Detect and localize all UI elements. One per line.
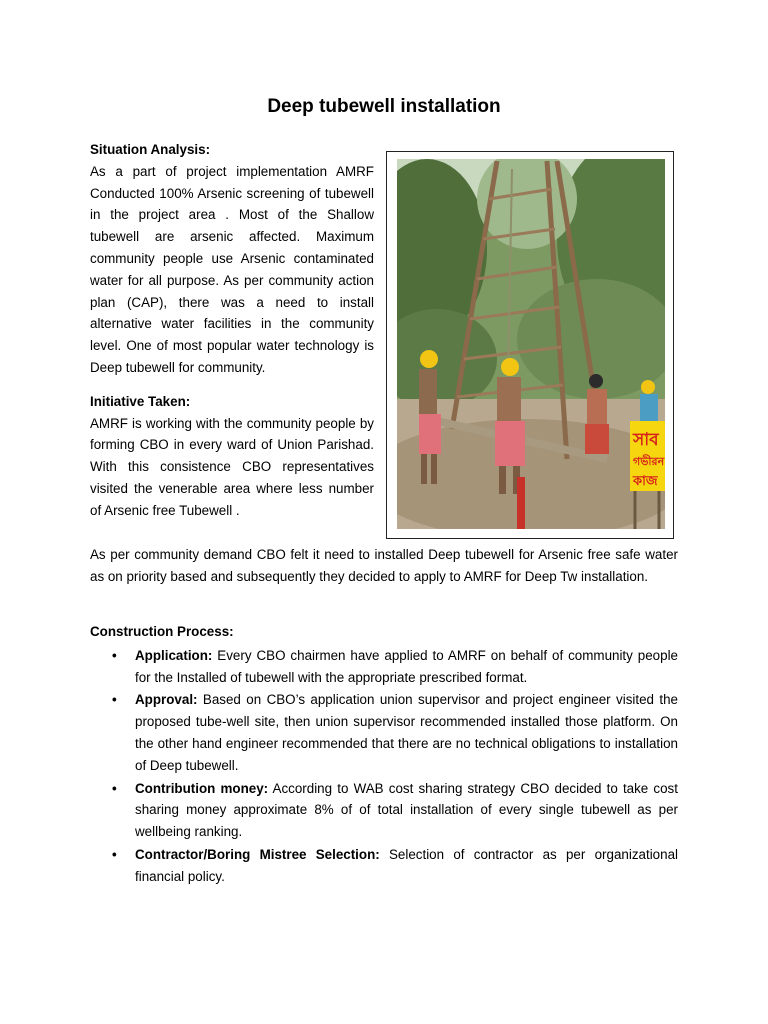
construction-list (90, 645, 678, 888)
list-item-text: Based on CBO’s application union supervisor and project engineer visited the proposed tube-well site, then union supervisor recommended installed those platform. On the other hand engineer recommended that there are no technical obligations to installation of Deep tubewell. (135, 692, 678, 773)
initiative-paragraph-continued: As per community demand CBO felt it need to installed Deep tubewell for Arsenic free safe water as on priority based and subsequently they decided to apply to AMRF for Deep Tw installation. (90, 547, 678, 584)
page-title: Deep tubewell installation (267, 96, 501, 117)
sign-text-line-2: গভীরন (633, 455, 665, 468)
bullet: • (112, 780, 117, 796)
construction-heading: Construction Process: (90, 624, 234, 639)
list-item-label: Contractor/Boring Mistree Selection: (135, 846, 380, 862)
list-item (90, 844, 678, 888)
construction-section (90, 621, 678, 889)
list-item-text: Selection of contractor as per organizational financial policy. (135, 846, 678, 884)
tubewell-installation-photo (397, 159, 665, 529)
sign-text-line-3: কাজ (633, 474, 658, 489)
list-item-text: According to WAB cost sharing strategy CBO decided to take cost sharing money approximate 8% of of total installation of every single tubewell as per wellbeing ranking. (135, 780, 678, 840)
list-item-label: Approval: (135, 692, 198, 708)
list-item (90, 689, 678, 776)
list-item-label: Application: (135, 647, 213, 663)
sign-text-line-1: সাব (633, 430, 659, 450)
situation-heading: Situation Analysis: (90, 142, 211, 157)
left-column (90, 139, 374, 522)
bullet: • (112, 692, 117, 708)
initiative-paragraph: AMRF is working with the community people by forming CBO in every ward of Union Parishad. With this consistence CBO representatives visited the venerable area where less number of Arsenic free Tubewell . (90, 415, 374, 518)
photo-frame (386, 151, 674, 539)
bullet: • (112, 647, 117, 663)
list-item-text: Every CBO chairmen have applied to AMRF on behalf of community people for the Installed of tubewell with the appropriate prescribed format. (135, 647, 678, 685)
situation-paragraph: As a part of project implementation AMRF Conducted 100% Arsenic screening of tubewell in the project area . Most of the Shallow tubewell are arsenic affected. Maximum community people use Arsenic contaminated water for all purpose. As per community action plan (CAP), there was a need to install alternative water facilities in the community level. One of most popular water technology is Deep tubewell for community. (90, 163, 374, 375)
photo-illustration (397, 159, 665, 529)
list-item (90, 778, 678, 843)
list-item (90, 645, 678, 689)
initiative-continuation (90, 544, 678, 588)
list-item-label: Contribution money: (135, 780, 269, 796)
initiative-heading: Initiative Taken: (90, 393, 191, 409)
bullet: • (112, 846, 117, 862)
